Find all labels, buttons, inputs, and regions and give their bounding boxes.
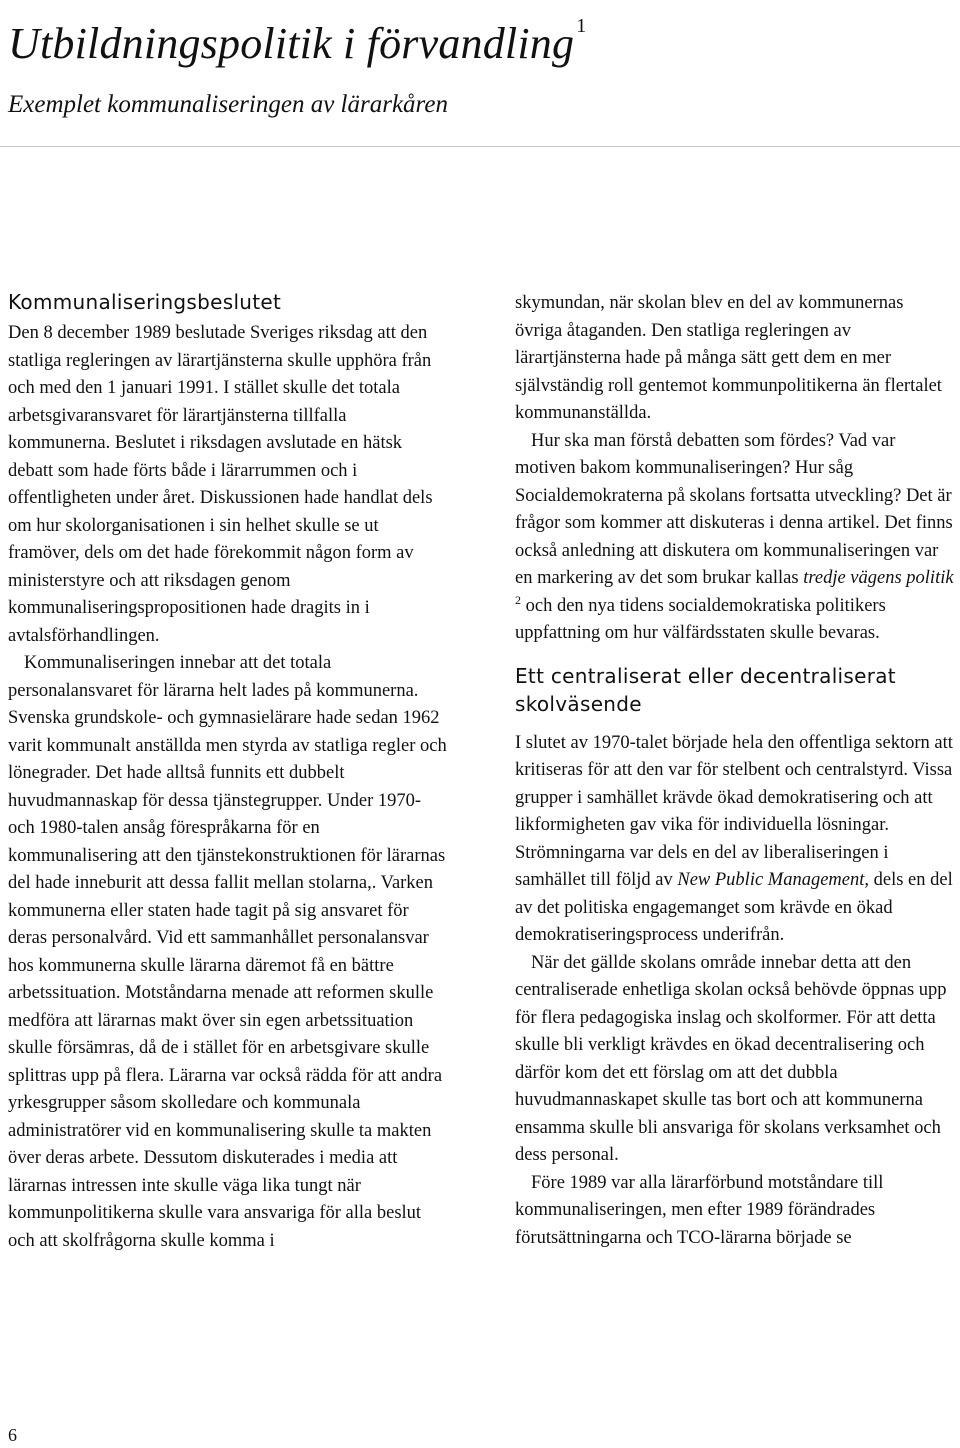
article-title: [8, 14, 952, 74]
footnote-marker[interactable]: 2: [515, 592, 521, 607]
article-header: [8, 14, 952, 120]
italic-term-tredje-vagens-politik: tredje vägens politik: [803, 568, 954, 588]
section-heading-kommunaliseringsbeslutet: Kommunaliseringsbeslutet: [8, 290, 282, 314]
paragraph: När det gällde skolans område innebar detta att den centraliserade enhetliga skolan också behövde öppnas upp för flera pedagogiska inslag och skolformer. För att detta skulle bli verkligt krävdes en ökad decentralisering och därför kom det ett förslag om att det dubbla huvudmannaskapet skulle tas bort och att kommunerna ensamma skulle bli ansvariga för skolans verksamhet och dess personal.: [515, 952, 947, 1165]
section-heading-centraliserat-skolvasende: Ett centraliserat eller decentraliserat skolväsende: [515, 663, 896, 716]
paragraph: skymundan, när skolan blev en del av kommunernas övriga åtaganden. Den statliga regleringen av lärartjänsterna hade på många sätt gett dem en mer självständig roll gentemot kommunpolitikerna än flertalet kommunanställda.: [515, 293, 942, 423]
text-run: och den nya tidens socialdemokratiska politikers uppfattning om hur välfärdsstaten skulle bevaras.: [515, 595, 886, 643]
text-run: Hur ska man förstå debatten som fördes? Vad var motiven bakom kommunaliseringen? Hur såg Socialdemokraterna på skolans fortsatta utveckling? Det är frågor som kommer att diskuteras i denna artikel. Det finns också anledning att diskutera om kommunaliseringen var en markering av det som brukar kallas: [515, 430, 953, 588]
page-number: 6: [8, 1425, 17, 1445]
paragraph: [515, 730, 955, 950]
paragraph: Den 8 december 1989 beslutade Sveriges riksdag att den statliga regleringen av lärartjänsterna skulle upphöra från och med den 1 januari 1991. I stället skulle det totala arbetsgivaransvaret för lärartjänsterna tillfalla kommunerna. Beslutet i riksdagen avslutade en hätsk debatt som hade förts både i lärarrummen och i offentligheten under året. Diskussionen hade handlat dels om hur skolorganisationen i sin helhet skulle se ut framöver, dels om det hade förekommit någon form av ministerstyre och att riksdagen genom kommunaliseringspropositionen hade dragits in i avtalsförhandlingen.: [8, 323, 433, 646]
paragraph: Före 1989 var alla lärarförbund motståndare till kommunaliseringen, men efter 1989 förändrades förutsättningarna och TCO-lärarna började se: [515, 1172, 884, 1248]
right-column: [515, 290, 955, 1252]
text-run: I slutet av 1970-talet började hela den offentliga sektorn att kritiseras för att den var för stelbent och centralstyrd. Vissa grupper i samhället krävde ökad demokratisering och att likformigheten gav vika för individuella lösningar. Strömningarna var dels en del av liberaliseringen i samhället till följd av: [515, 732, 953, 890]
text-run: , dels en del av det politiska engagemanget som krävde en ökad demokratiseringsprocess underifrån.: [515, 870, 953, 945]
header-divider: [0, 146, 960, 147]
left-column: [8, 288, 448, 1255]
paragraph: [515, 428, 955, 648]
article-title-text: Utbildningspolitik i förvandling: [8, 19, 575, 68]
paragraph: Kommunaliseringen innebar att det totala personalansvaret för lärarna helt lades på kommunerna. Svenska grundskole- och gymnasielärare hade sedan 1962 varit kommunalt anställda men styrda av statliga regler och lönegrader. Det hade alltså funnits ett dubbelt huvudmannaskap för dessa tjänstegrupper. Under 1970- och 1980-talen ansåg förespråkarna för en kommunalisering att den tjänstekonstruktionen för lärarnas del hade inneburit att dessa fallit mellan stolarna,. Varken kommunerna eller staten hade tagit på sig ansvaret för deras personalvård. Vid ett sammanhållet personalansvar hos kommunerna skulle lärarna däremot få en bättre arbetssituation. Motståndarna menade att reformen skulle medföra att lärarnas makt över sin egen arbetssituation skulle försämras, då de i stället för en arbetsgivare skulle splittras upp på flera. Lärarna var också rädda för att andra yrkesgrupper såsom skolledare och kommunala administratörer vid en kommunalisering skulle ta makten över deras arbete. Dessutom diskuterades i media att lärarnas intressen inte skulle väga lika tungt när kommunpolitikerna skulle vara ansvariga för alla beslut och att skolfrågorna skulle komma i: [8, 653, 447, 1251]
title-footnote-marker[interactable]: 1: [576, 15, 587, 37]
italic-term-new-public-management: New Public Management: [677, 870, 865, 890]
article-subtitle: Exemplet kommunaliseringen av lärarkåren: [8, 91, 448, 118]
